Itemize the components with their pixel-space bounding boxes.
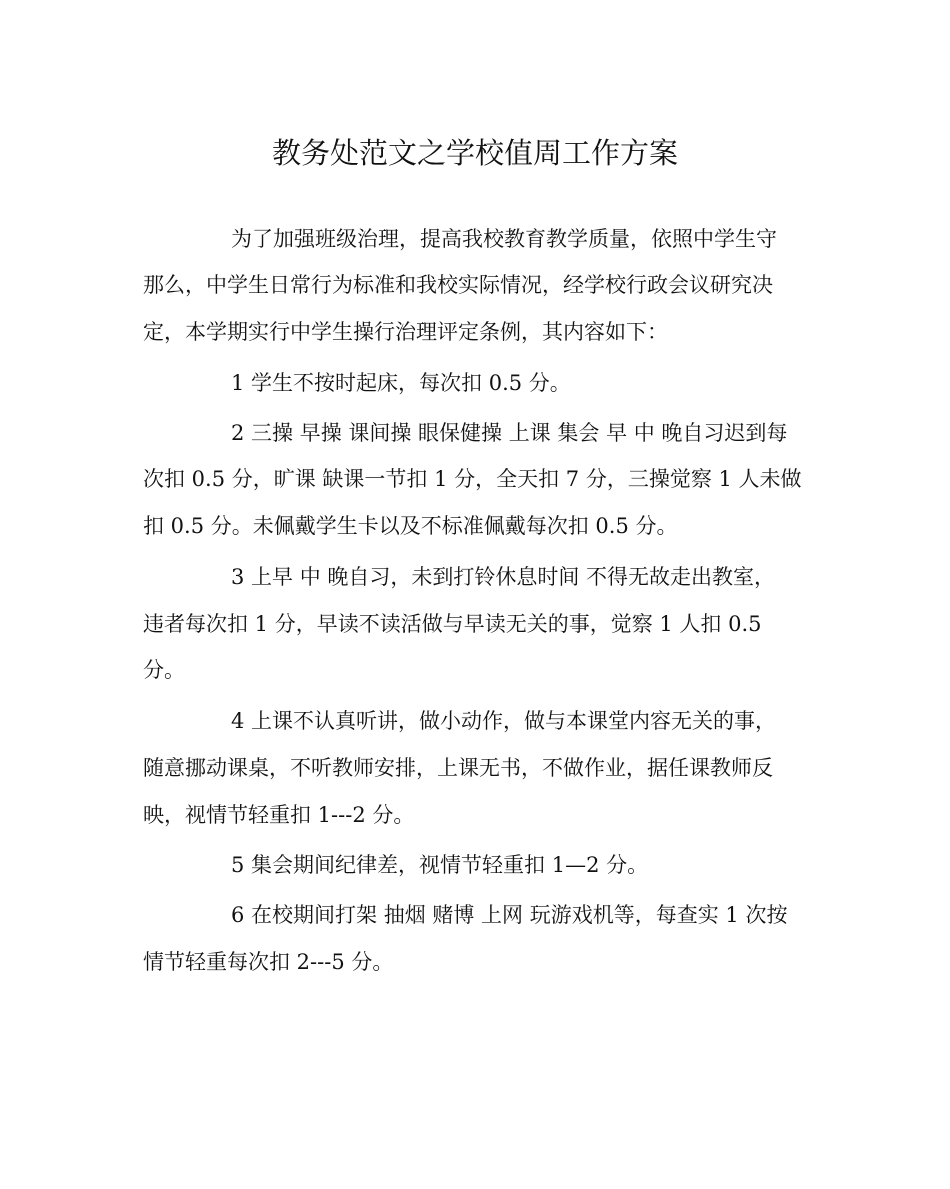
paragraph-line: 扣 0.5 分。未佩戴学生卡以及不标准佩戴每次扣 0.5 分。 [143, 514, 678, 538]
paragraph-line: 情节轻重每次扣 2---5 分。 [143, 950, 394, 974]
paragraph-line: 分。 [143, 658, 185, 682]
rule-item-6: 6 在校期间打架 抽烟 赌博 上网 玩游戏机等，每查实 1 次按 [231, 903, 788, 927]
paragraph-line: 映，视情节轻重扣 1---2 分。 [143, 803, 415, 827]
paragraph-line: 次扣 0.5 分，旷课 缺课一节扣 1 分，全天扣 7 分，三操觉察 1 人未做 [143, 467, 802, 491]
rule-item-1: 1 学生不按时起床，每次扣 0.5 分。 [231, 371, 571, 395]
rule-item-2: 2 三操 早操 课间操 眼保健操 上课 集会 早 中 晚自习迟到每 [231, 421, 788, 445]
rule-item-4: 4 上课不认真听讲，做小动作，做与本课堂内容无关的事， [231, 709, 777, 733]
paragraph-line: 那么，中学生日常行为标准和我校实际情况，经学校行政会议研究决 [143, 273, 773, 297]
document-title: 教务处范文之学校值周工作方案 [271, 136, 678, 170]
paragraph-line: 随意挪动课桌，不听教师安排，上课无书，不做作业，据任课教师反 [143, 756, 773, 780]
rule-item-5: 5 集会期间纪律差，视情节轻重扣 1—2 分。 [231, 853, 649, 877]
paragraph-line: 定，本学期实行中学生操行治理评定条例，其内容如下： [143, 320, 668, 344]
paragraph-line: 为了加强班级治理，提高我校教育教学质量，依照中学生守 [231, 227, 777, 251]
paragraph-line: 违者每次扣 1 分，早读不读活做与早读无关的事，觉察 1 人扣 0.5 [143, 612, 762, 636]
rule-item-3: 3 上早 中 晚自习，未到打铃休息时间 不得无故走出教室， [231, 565, 776, 589]
